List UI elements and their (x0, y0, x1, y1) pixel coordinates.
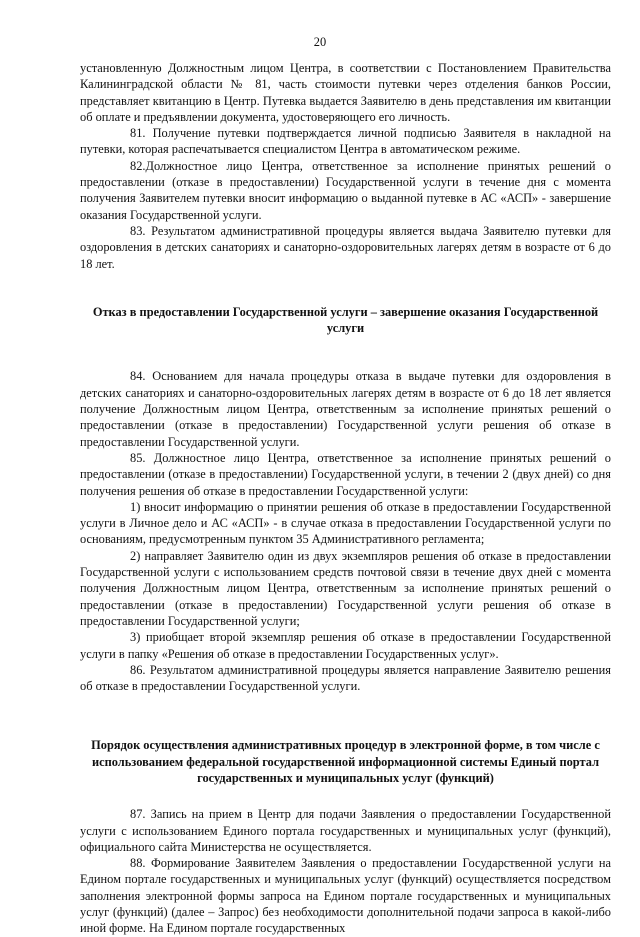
paragraph: установленную Должностным лицом Центра, в соответствии с Постановлением Правительства Калининградской области № 81, часть стоимости путевки через отделения банков России, представляет квитанцию в Центр. Путевка выдается Заявителю в день представления им квитанции об оплате и предъявлении документа, удостоверяющего его личность. (80, 61, 611, 124)
paragraph: 81. Получение путевки подтверждается личной подписью Заявителя в накладной на путевки, которая распечатывается специалистом Центра в автоматическом режиме. (80, 126, 611, 157)
spacer (80, 786, 611, 806)
paragraph: 84. Основанием для начала процедуры отказа в выдаче путевки для оздоровления в детских санаториях и санаторно-оздоровительных лагерях детям в возрасте от 6 до 18 лет является получение Должностным лицом Центра, ответственным за исполнение принятых решений о предоставлении (отказе в предоставлении) Государственной услуги решения об отказе в предоставлении Государственной услуги. (80, 369, 611, 449)
paragraph: 2) направляет Заявителю один из двух экземпляров решения об отказе в предоставлении Государственной услуги с использованием средств почтовой связи в течение двух дней с момента получения Должностным лицом Центра, ответственным за исполнение принятых решений о предоставлении (отказе в предоставлении) Государственной услуги решения об отказе в предоставлении Государственной услуги; (80, 548, 611, 628)
paragraph: 3) приобщает второй экземпляр решения об отказе в предоставлении Государственной услуги в папку «Решения об отказе в предоставлении Государственных услуг». (80, 630, 611, 661)
spacer (80, 726, 611, 737)
spacer (80, 694, 611, 726)
paragraph: 87. Запись на прием в Центр для подачи Заявления о предоставлении Государственной услуги с использованием Единого портала государственных и муниципальных услуг (функций), официального сайта Министерства не осуществляется. (80, 807, 611, 854)
section-heading: Отказ в предоставлении Государственной услуги – завершение оказания Государственной услуги (92, 304, 599, 336)
paragraph: 88. Формирование Заявителем Заявления о предоставлении Государственной услуги на Едином портале государственных и муниципальных услуг (функций) осуществляется посредством заполнения электронной формы запроса на Едином портале государственных и муниципальных услуг (функций) (далее – Запрос) без необходимости дополнительной подачи запроса в какой-либо иной форме. На Едином портале государственных (80, 856, 611, 936)
paragraph: 1) вносит информацию о принятии решения об отказе в предоставлении Государственной услуги в Личное дело и АС «АСП» - в случае отказа в предоставлении Государственной услуги по основаниям, предусмотренным пунктом 35 Административного регламента; (80, 499, 611, 547)
spacer (80, 272, 611, 304)
page-number: 20 (313, 35, 327, 49)
section-heading: Порядок осуществления административных процедур в электронной форме, в том числе с использованием федеральной государственной информационной системы Единый портал государственных и муниципальных услуг (функций) (91, 738, 600, 785)
paragraph: 83. Результатом административной процедуры является выдача Заявителю путевки для оздоровления в детских санаториях и санаторно-оздоровительных лагерях детям в возрасте от 6 до 18 лет. (80, 223, 611, 271)
spacer (80, 336, 611, 368)
paragraph: 82.Должностное лицо Центра, ответственное за исполнение принятых решений о предоставлении (отказе в предоставлении) Государственной услуги в течение дня с момента получения Заявителем путевки вносит информацию о выданной путевке в АС «АСП» - завершение оказания Государственной услуги. (80, 158, 611, 222)
paragraph: 85. Должностное лицо Центра, ответственное за исполнение принятых решений о предоставлении (отказе в предоставлении) Государственной услуги, в течении 2 (двух дней) со дня получения решения об отказе в предоставлении Государственной услуги: (80, 450, 611, 498)
paragraph: 86. Результатом административной процедуры является направление Заявителю решения об отказе в предоставлении Государственной услуги. (80, 662, 611, 694)
document-body (80, 60, 611, 937)
